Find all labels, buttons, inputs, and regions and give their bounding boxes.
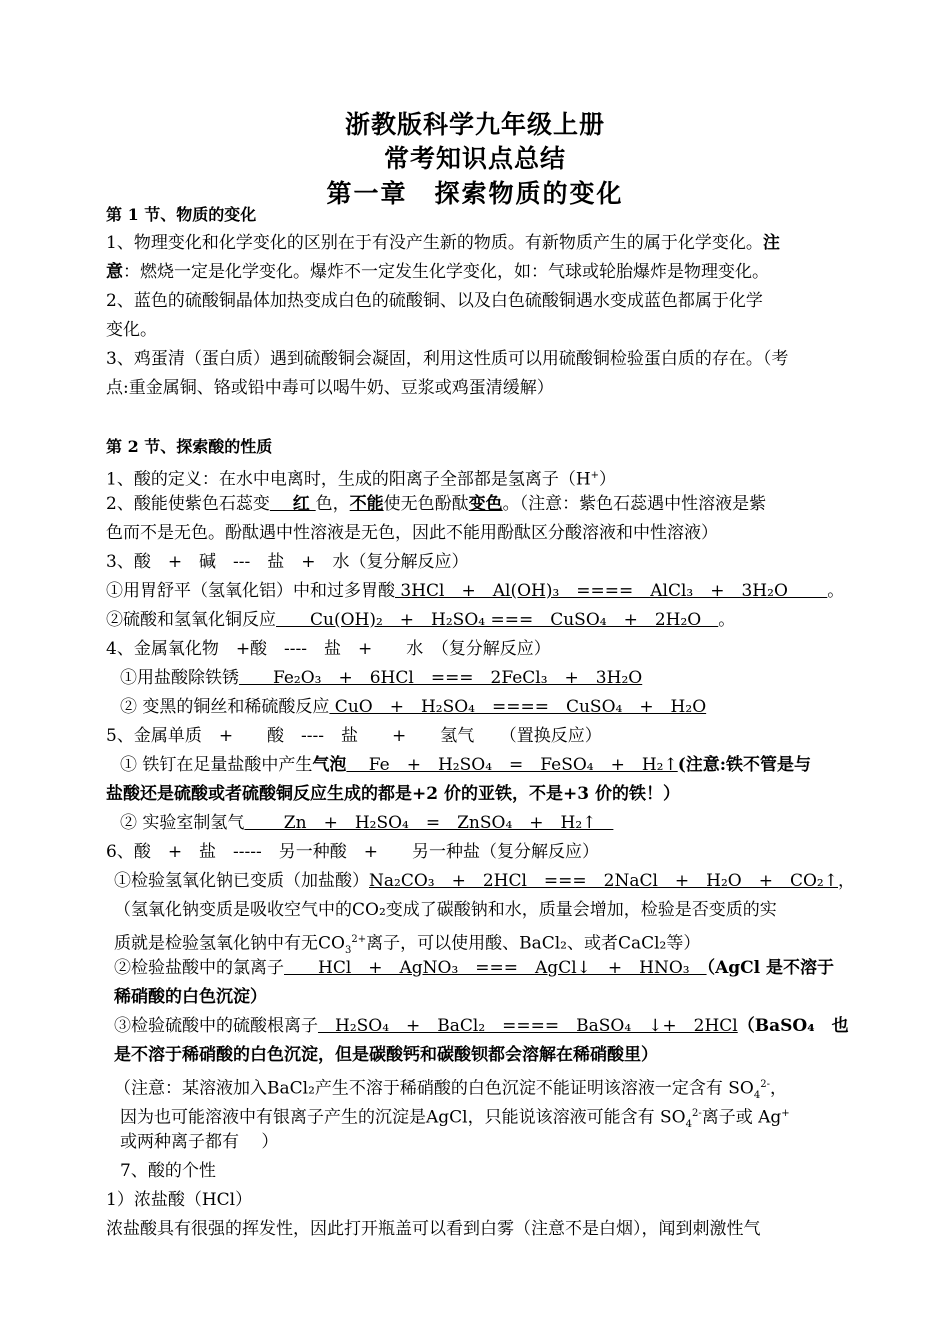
paragraph-line: 浓盐酸具有很强的挥发性，因此打开瓶盖可以看到白雾（注意不是白烟），闻到刺激性气 [106,1219,761,1239]
paragraph-line: （氢氧化钠变质是吸收空气中的CO₂变成了碳酸钠和水，质量会增加，检验是否变质的实 [114,900,777,920]
equation-line: ① 铁钉在足量盐酸中产生气泡 Fe + H₂SO₄ = FeSO₄ + H₂↑(注意:铁不管是与 [120,755,812,775]
paragraph-line: 点:重金属铜、铬或铅中毒可以喝牛奶、豆浆或鸡蛋清缓解） [106,378,554,398]
note-line: 是不溶于稀硝酸的白色沉淀，但是碳酸钙和碳酸钡都会溶解在稀硝酸里） [114,1045,658,1065]
equation-line: ② 实验室制氢气 Zn + H₂SO₄ = ZnSO₄ + H₂↑ [120,813,614,833]
paragraph-line: 2、蓝色的硫酸铜晶体加热变成白色的硫酸铜、以及白色硫酸铜遇水变成蓝色都属于化学 [106,291,763,311]
reaction-type-heading: 3、酸 + 碱 --- 盐 + 水（复分解反应） [106,552,469,572]
equation-line: ② 变黑的铜丝和稀硫酸反应 CuO + H₂SO₄ ==== CuSO₄ + H₂O [120,697,707,717]
doc-title: 浙教版科学九年级上册 [344,110,605,139]
equation-line: ①用胃舒平（氢氧化铝）中和过多胃酸 3HCl + Al(OH)₃ ==== AlCl₃ + 3H₂O 。 [106,581,845,601]
equation-line: ②硫酸和氢氧化铜反应 Cu(OH)₂ + H₂SO₄ === CuSO₄ + 2H₂O 。 [106,610,736,630]
doc-subtitle: 常考知识点总结 [383,144,566,173]
note-line: 或两种离子都有 ） [120,1132,279,1152]
section-2-heading: 第 2 节、探索酸的性质 [106,437,273,456]
note-line: 盐酸还是硫酸或者硫酸铜反应生成的都是+2 价的亚铁，不是+3 价的铁！） [106,784,680,804]
section-1-heading: 第 1 节、物质的变化 [106,205,257,224]
spacer [106,403,848,432]
equation-line: ③检验硫酸中的硫酸根离子 H₂SO₄ + BaCl₂ ==== BaSO₄ ↓+ 2HCl（BaSO₄ 也 [114,1016,849,1036]
paragraph-line: 色而不是无色。酚酞遇中性溶液是无色，因此不能用酚酞区分酸溶液和中性溶液） [106,523,718,543]
note-line: 因为也可能溶液中有银离子产生的沉淀是AgCl，只能说该溶液可能含有 $SO_4^{2-}$离子或 Ag+ [120,1107,790,1131]
note-line: 稀硝酸的白色沉淀） [114,987,267,1007]
subsection-heading: 1）浓盐酸（HCl） [106,1190,253,1210]
title-block [0,108,950,212]
note-line: （注意：某溶液加入BaCl₂产生不溶于稀硝酸的白色沉淀不能证明该溶液一定含有 $SO_4^{2-}$， [114,1078,787,1102]
paragraph-line: 意：燃烧一定是化学变化。爆炸不一定发生化学变化，如：气球或轮胎爆炸是物理变化。 [106,262,769,282]
paragraph-line: 质就是检验氢氧化钠中有无$CO_3^{2+}$离子，可以使用酸、BaCl₂、或者CaCl₂等） [114,933,701,957]
indicator-line: 2、酸能使紫色石蕊变 红 色，不能使无色酚酞变色。（注意：紫色石蕊遇中性溶液是紫 [106,494,767,514]
paragraph-line: 1、物理变化和化学变化的区别在于有没产生新的物质。有新物质产生的属于化学变化。注 [106,233,780,253]
paragraph-line: 3、鸡蛋清（蛋白质）遇到硫酸铜会凝固，利用这性质可以用硫酸铜检验蛋白质的存在。（考 [106,349,789,369]
chapter-title: 第一章 探索物质的变化 [326,179,624,208]
reaction-type-heading: 4、金属氧化物 +酸 ---- 盐 + 水 （复分解反应） [106,639,551,659]
reaction-type-heading: 5、金属单质 + 酸 ---- 盐 + 氢气 （置换反应） [106,726,602,746]
equation-line: ①检验氢氧化钠已变质（加盐酸）Na₂CO₃ + 2HCl === 2NaCl + H₂O + CO₂↑， [114,871,855,891]
paragraph-line: 变化。 [106,320,157,340]
acid-definition: 1、酸的定义：在水中电离时，生成的阳离子全部都是氢离子（H+） [106,469,617,490]
equation-line: ①用盐酸除铁锈 Fe₂O₃ + 6HCl === 2FeCl₃ + 3H₂O [120,668,643,688]
reaction-type-heading: 6、酸 + 盐 ----- 另一种酸 + 另一种盐（复分解反应） [106,842,600,862]
equation-line: ②检验盐酸中的氯离子 HCl + AgNO₃ === AgCl↓ + HNO₃ （AgCl 是不溶于 [114,958,835,978]
document-body [106,200,855,1244]
subsection-heading: 7、酸的个性 [120,1161,216,1181]
